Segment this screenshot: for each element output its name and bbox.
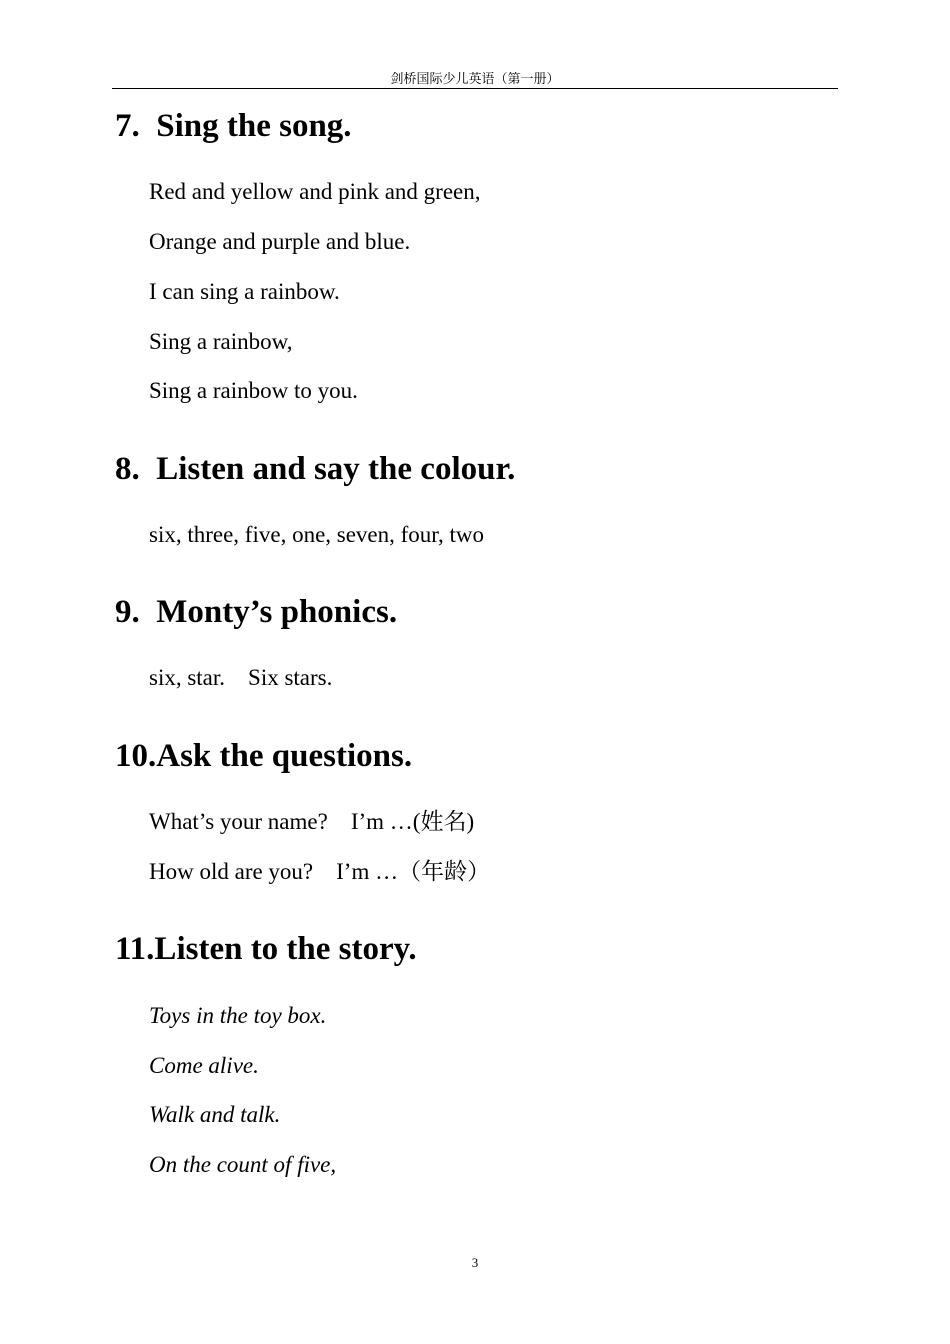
song-line-3: I can sing a rainbow.: [149, 279, 340, 304]
phonics-line: six, star. Six stars.: [149, 665, 333, 690]
question-line-2: How old are you? I’m …（年龄）: [149, 859, 491, 884]
section-10-title: 10.Ask the questions.: [115, 738, 413, 774]
section-11-title: 11.Listen to the story.: [115, 931, 417, 967]
question-line-1: What’s your name? I’m …(姓名): [149, 809, 475, 834]
section-9-title: 9. Monty’s phonics.: [115, 594, 398, 630]
story-line-1: Toys in the toy box.: [149, 1003, 327, 1028]
story-line-2: Come alive.: [149, 1053, 259, 1078]
song-line-4: Sing a rainbow,: [149, 329, 293, 354]
section-8-title: 8. Listen and say the colour.: [115, 451, 516, 487]
story-line-3: Walk and talk.: [149, 1102, 281, 1127]
section-7-title: 7. Sing the song.: [115, 108, 352, 144]
page-number: 3: [471, 1255, 479, 1270]
page-header: 剑桥国际少儿英语（第一册）: [112, 70, 838, 89]
colour-numbers-line: six, three, five, one, seven, four, two: [149, 522, 485, 547]
song-line-5: Sing a rainbow to you.: [149, 378, 358, 403]
song-line-1: Red and yellow and pink and green,: [149, 179, 481, 204]
story-line-4: On the count of five,: [149, 1152, 337, 1177]
song-line-2: Orange and purple and blue.: [149, 229, 411, 254]
